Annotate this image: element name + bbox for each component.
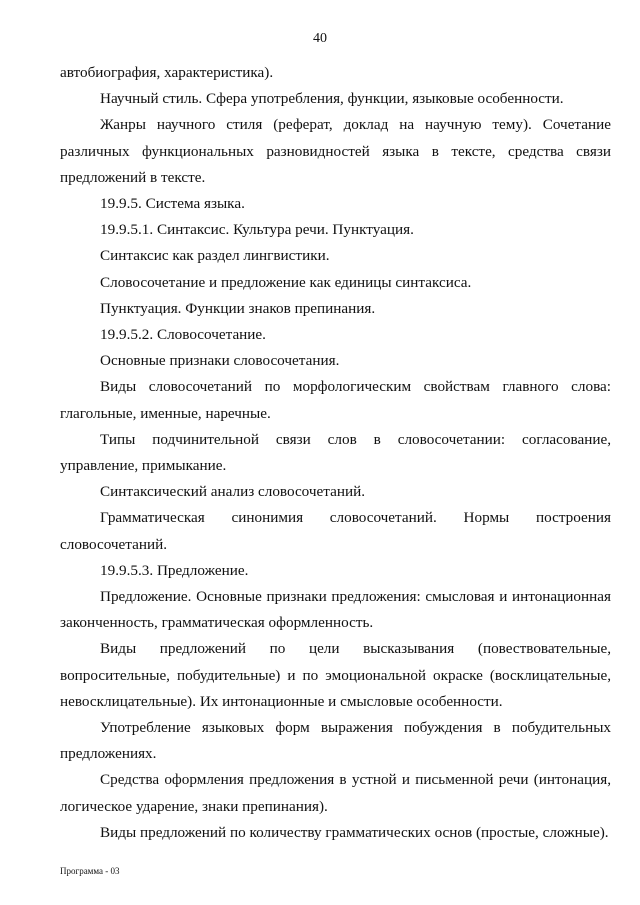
section-heading: 19.9.5.1. Синтаксис. Культура речи. Пунктуация. [100,221,414,239]
paragraph: автобиография, характеристика). [60,64,274,81]
paragraph: Синтаксис как раздел лингвистики. [100,247,330,265]
paragraph: Основные признаки словосочетания. [100,352,340,370]
paragraph: Научный стиль. Сфера употребления, функции, языковые особенности. [100,90,564,108]
page-body [60,60,611,846]
section-heading: 19.9.5.3. Предложение. [100,561,249,579]
footer-label: Программа - 03 [60,866,120,876]
paragraph: Жанры научного стиля (реферат, доклад на научную тему). Сочетание различных функциональных разновидностей языка в тексте, средства связи предложений в тексте. [60,116,611,186]
paragraph: Виды словосочетаний по морфологическим свойствам главного слова: глагольные, именные, наречные. [60,378,611,422]
section-heading: 19.9.5.2. Словосочетание. [100,326,266,344]
paragraph: Грамматическая синонимия словосочетаний. Нормы построения словосочетаний. [60,509,611,553]
paragraph: Употребление языковых форм выражения побуждения в побудительных предложениях. [60,719,611,763]
paragraph: Синтаксический анализ словосочетаний. [100,483,366,501]
paragraph: Типы подчинительной связи слов в словосочетании: согласование, управление, примыкание. [60,430,611,475]
paragraph: Пунктуация. Функции знаков препинания. [100,299,376,317]
paragraph: Словосочетание и предложение как единицы синтаксиса. [100,273,472,291]
paragraph: Виды предложений по цели высказывания (повествовательные, вопросительные, побудительные) и по эмоциональной окраске (восклицательные, невосклицательные). Их интонационные и смысловые особенности. [60,640,611,710]
section-heading: 19.9.5. Система языка. [100,195,245,213]
paragraph: Предложение. Основные признаки предложения: смысловая и интонационная законченность, грамматическая оформленность. [60,588,611,632]
page-number: 40 [313,31,327,46]
paragraph: Средства оформления предложения в устной и письменной речи (интонация, логическое ударение, знаки препинания). [60,771,611,815]
paragraph: Виды предложений по количеству грамматических основ (простые, сложные). [100,823,609,841]
